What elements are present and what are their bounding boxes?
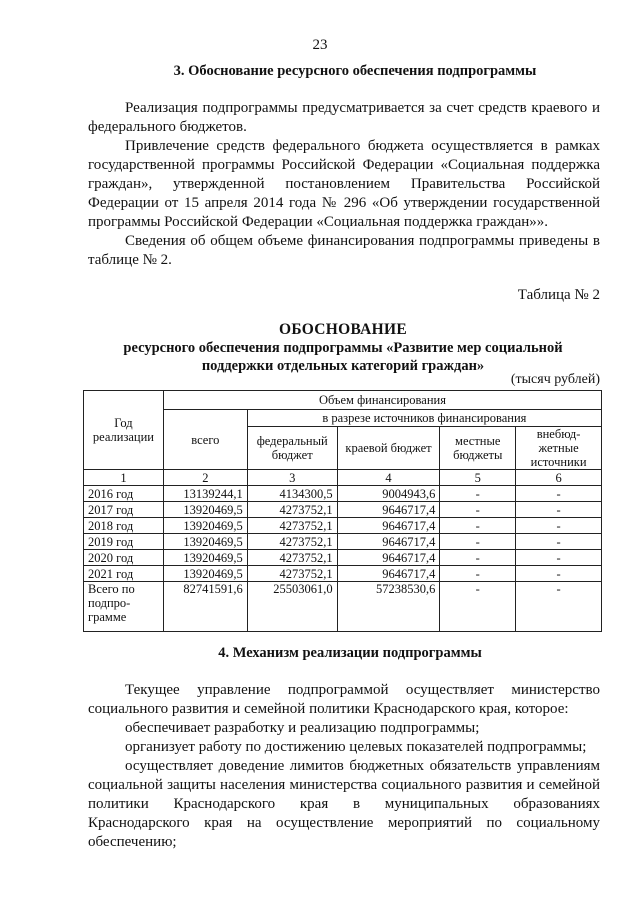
table-row (84, 502, 602, 518)
cell-regional: 9646717,4 (337, 566, 440, 582)
section-4-paragraph: осуществляет доведение лимитов бюджетных обязательств управлениям социальной защиты населения министерства социального развития и семейной политики Краснодарского края в муниципальных образованиях Краснодарского края на осуществление мероприятий по социальному обеспечению; (88, 758, 600, 850)
column-number: 2 (163, 470, 247, 486)
cell-regional: 9646717,4 (337, 518, 440, 534)
header-regional: краевой бюджет (337, 427, 440, 470)
table-title-line: поддержки отдельных категорий граждан» (201, 358, 485, 374)
cell-year-total: Всего по подпро-грамме (84, 582, 164, 632)
page-number: 23 (312, 37, 328, 53)
header-volume: Объем финансирования (163, 391, 601, 410)
cell-extra: - (516, 566, 602, 582)
cell-year: 2018 год (84, 518, 164, 534)
cell-extra: - (516, 550, 602, 566)
section-4-paragraph: организует работу по достижению целевых показателей подпрограммы; (125, 739, 587, 755)
section-4-paragraph: Текущее управление подпрограммой осуществляет министерство социального развития и семейной политики Краснодарского края, которое: (88, 682, 600, 717)
table-total-row (84, 582, 602, 632)
header-federal: федеральный бюджет (247, 427, 337, 470)
cell-federal: 4273752,1 (247, 550, 337, 566)
cell-regional: 9646717,4 (337, 534, 440, 550)
cell-local: - (440, 566, 516, 582)
cell-extra: - (516, 582, 602, 632)
header-by-sources: в разрезе источников финансирования (247, 410, 601, 427)
table-title-line: ОБОСНОВАНИЕ (278, 321, 408, 338)
section-4-title: 4. Механизм реализации подпрограммы (218, 645, 482, 661)
cell-extra: - (516, 486, 602, 502)
section-4-text (88, 681, 600, 852)
header-year: Год реализации (84, 391, 164, 470)
cell-total: 13920469,5 (163, 534, 247, 550)
cell-year: 2019 год (84, 534, 164, 550)
header-extra: внебюд-жетные источники (516, 427, 602, 470)
section-3-paragraph: Сведения об общем объеме финансирования подпрограммы приведены в таблице № 2. (88, 233, 600, 268)
cell-regional: 9646717,4 (337, 502, 440, 518)
cell-year: 2016 год (84, 486, 164, 502)
header-total: всего (163, 410, 247, 470)
cell-federal: 4273752,1 (247, 566, 337, 582)
section-3-paragraph: Привлечение средств федерального бюджета осуществляется в рамках государственной программы Российской Федерации «Социальная поддержка граждан», утвержденной постановлением Правительства Российской Федерации от 15 апреля 2014 года № 296 «Об утверждении государственной программы Российской Федерации «Социальная поддержка граждан»». (88, 138, 600, 230)
column-number: 5 (440, 470, 516, 486)
cell-federal: 4273752,1 (247, 518, 337, 534)
cell-year: 2021 год (84, 566, 164, 582)
cell-total: 13920469,5 (163, 566, 247, 582)
cell-extra: - (516, 518, 602, 534)
financing-table (83, 390, 602, 632)
cell-total: 82741591,6 (163, 582, 247, 632)
cell-federal: 4273752,1 (247, 534, 337, 550)
table-label: Таблица № 2 (517, 287, 600, 303)
cell-regional: 9004943,6 (337, 486, 440, 502)
cell-local: - (440, 534, 516, 550)
section-4-paragraph: обеспечивает разработку и реализацию подпрограммы; (125, 720, 480, 736)
table-row (84, 534, 602, 550)
section-3-text (88, 99, 600, 270)
table-title-line: ресурсного обеспечения подпрограммы «Развитие мер социальной (123, 340, 563, 356)
cell-local: - (440, 582, 516, 632)
cell-year: 2017 год (84, 502, 164, 518)
table-row (84, 566, 602, 582)
column-number: 1 (84, 470, 164, 486)
cell-total: 13139244,1 (163, 486, 247, 502)
cell-year: 2020 год (84, 550, 164, 566)
cell-local: - (440, 518, 516, 534)
cell-federal: 4134300,5 (247, 486, 337, 502)
cell-local: - (440, 550, 516, 566)
cell-local: - (440, 502, 516, 518)
header-local: местные бюджеты (440, 427, 516, 470)
cell-regional: 9646717,4 (337, 550, 440, 566)
column-number: 3 (247, 470, 337, 486)
cell-local: - (440, 486, 516, 502)
table-units: (тысяч рублей) (510, 372, 600, 387)
cell-total: 13920469,5 (163, 518, 247, 534)
cell-total: 13920469,5 (163, 502, 247, 518)
cell-extra: - (516, 534, 602, 550)
cell-total: 13920469,5 (163, 550, 247, 566)
column-number: 4 (337, 470, 440, 486)
column-number: 6 (516, 470, 602, 486)
cell-federal: 4273752,1 (247, 502, 337, 518)
section-3-paragraph: Реализация подпрограммы предусматривается за счет средств краевого и федерального бюджетов. (88, 100, 600, 135)
table-title (88, 321, 598, 375)
cell-federal: 25503061,0 (247, 582, 337, 632)
table-row (84, 486, 602, 502)
table-row (84, 518, 602, 534)
cell-regional: 57238530,6 (337, 582, 440, 632)
section-3-title: 3. Обоснование ресурсного обеспечения подпрограммы (173, 63, 537, 79)
table-row (84, 550, 602, 566)
cell-extra: - (516, 502, 602, 518)
